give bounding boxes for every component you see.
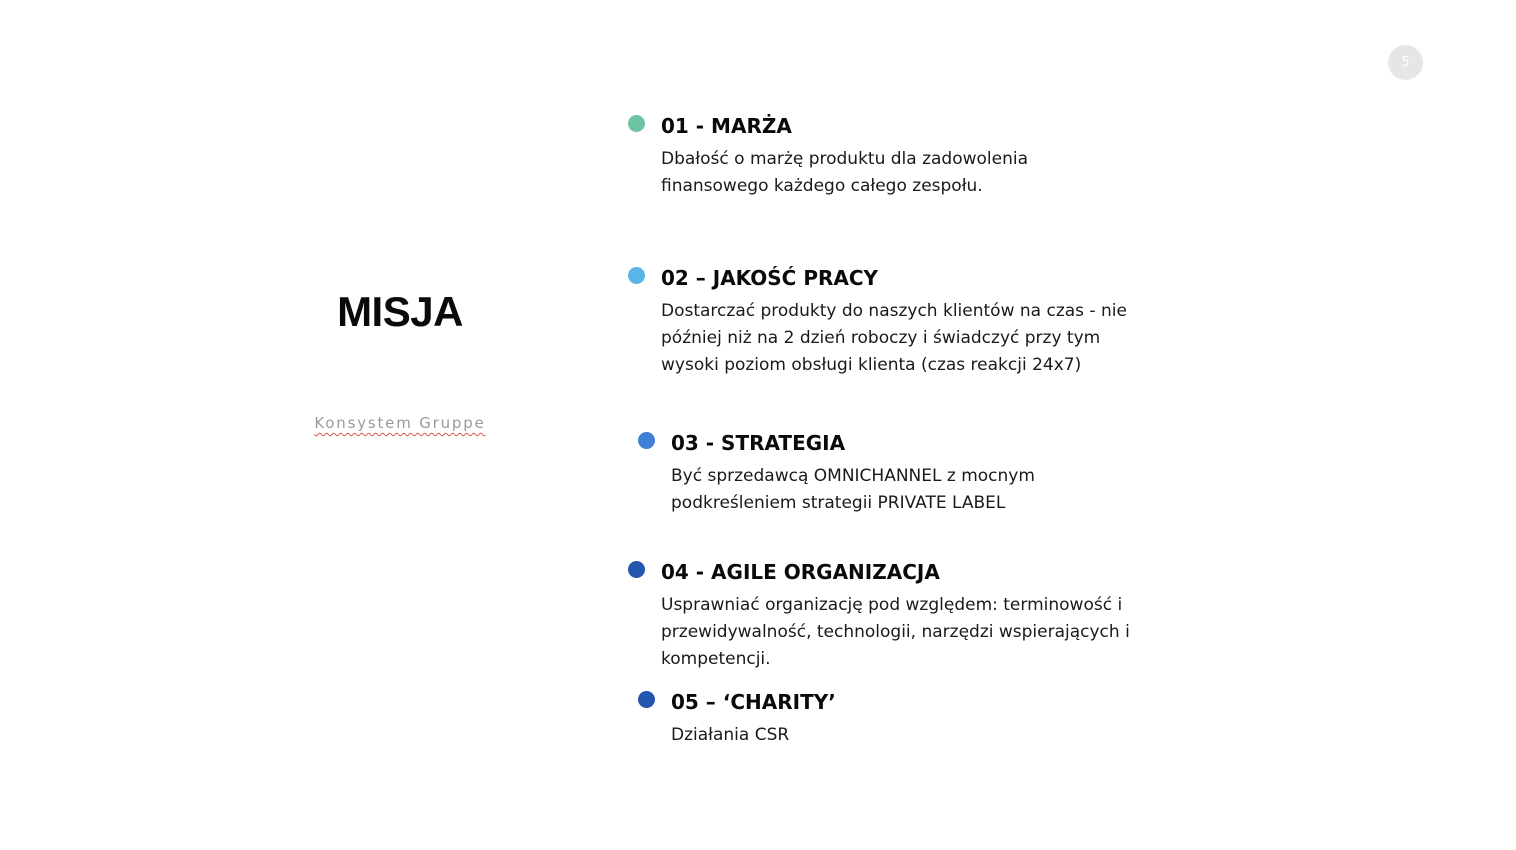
bullet-dot-icon xyxy=(628,561,645,578)
mission-item-marza xyxy=(661,112,1131,200)
bullet-dot-icon xyxy=(628,115,645,132)
bullet-dot-icon xyxy=(628,267,645,284)
company-name: Konsystem Gruppe xyxy=(314,414,486,432)
item-description: Dostarczać produkty do naszych klientów na czas - nie później niż na 2 dzień roboczy i świadczyć przy tym wysoki poziom obsługi klienta (czas reakcji 24x7) xyxy=(661,301,1127,375)
item-title: 02 – JAKOŚĆ PRACY xyxy=(661,266,879,290)
mission-item-jakosc-pracy xyxy=(661,264,1131,379)
page-number-badge: 5 xyxy=(1388,45,1423,80)
mission-item-charity xyxy=(671,688,1141,749)
item-description: Usprawniać organizację pod względem: terminowość i przewidywalność, technologii, narzędzi wspierających i kompetencji. xyxy=(661,595,1130,669)
mission-item-agile-organizacja xyxy=(661,558,1131,673)
item-description: Działania CSR xyxy=(671,725,790,745)
bullet-dot-icon xyxy=(638,691,655,708)
mission-title: MISJA xyxy=(337,288,463,335)
bullet-dot-icon xyxy=(638,432,655,449)
item-title: 01 - MARŻA xyxy=(661,114,792,138)
item-title: 04 - AGILE ORGANIZACJA xyxy=(661,560,940,584)
item-title: 05 – ‘CHARITY’ xyxy=(671,690,836,714)
mission-item-strategia xyxy=(671,429,1141,517)
item-description: Być sprzedawcą OMNICHANNEL z mocnym podkreśleniem strategii PRIVATE LABEL xyxy=(671,466,1035,513)
item-title: 03 - STRATEGIA xyxy=(671,431,846,455)
item-description: Dbałość o marżę produktu dla zadowolenia finansowego każdego całego zespołu. xyxy=(661,149,1029,196)
